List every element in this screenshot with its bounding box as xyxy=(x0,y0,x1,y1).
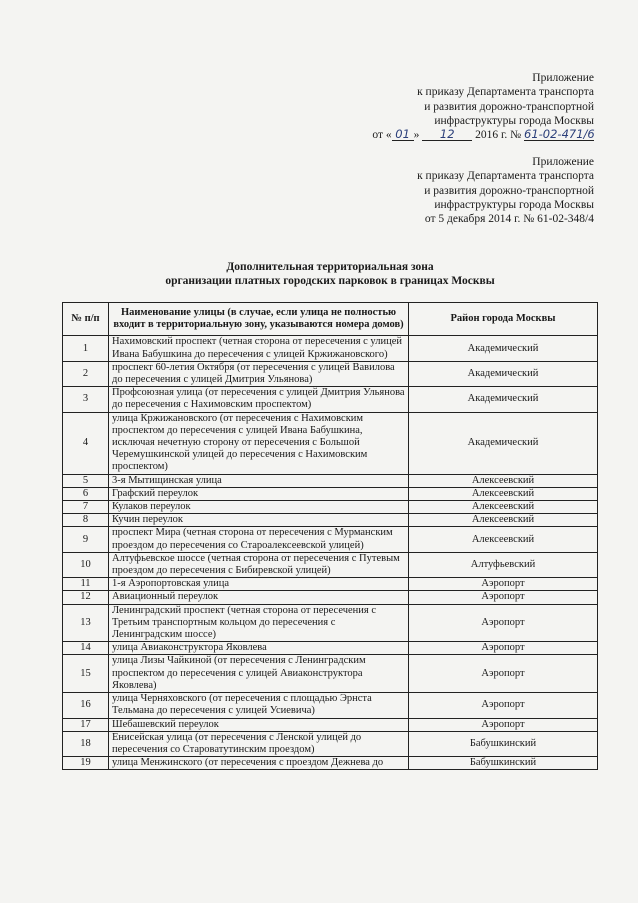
row-number: 12 xyxy=(63,591,109,604)
header-city-line: инфраструктуры города Москвы xyxy=(434,198,594,211)
district-name: Академический xyxy=(409,387,598,412)
row-number: 11 xyxy=(63,578,109,591)
district-name: Алтуфьевский xyxy=(409,552,598,577)
row-number: 3 xyxy=(63,387,109,412)
row-number: 16 xyxy=(63,693,109,718)
street-name: Авиационный переулок xyxy=(109,591,409,604)
header-order-line: к приказу Департамента транспорта xyxy=(417,86,594,99)
handwritten-day: 01 xyxy=(392,128,414,141)
street-name: Алтуфьевское шоссе (четная сторона от пересечения с Путевым проездом до пересечения с Бибиревской улицей) xyxy=(109,552,409,577)
header-department-line: и развития дорожно-транспортной xyxy=(424,184,594,197)
table-row xyxy=(63,642,598,655)
row-number: 6 xyxy=(63,487,109,500)
district-name: Академический xyxy=(409,336,598,361)
table-row xyxy=(63,336,598,361)
street-name: улица Менжинского (от пересечения с проездом Дежнева до xyxy=(109,757,409,770)
street-name: улица Лизы Чайкиной (от пересечения с Ленинградским проспектом до пересечения с улицей Авиаконструктора Яковлева) xyxy=(109,655,409,693)
table-row xyxy=(63,655,598,693)
document-title xyxy=(60,260,600,288)
date-year: 2016 г. № xyxy=(475,129,522,142)
district-name: Алексеевский xyxy=(409,474,598,487)
header-appendix-label: Приложение xyxy=(532,156,594,168)
row-number: 2 xyxy=(63,361,109,386)
table-row xyxy=(63,387,598,412)
street-name: 3-я Мытищинская улица xyxy=(109,474,409,487)
table-header-row xyxy=(63,303,598,336)
row-number: 8 xyxy=(63,514,109,527)
district-name: Аэропорт xyxy=(409,604,598,642)
table-row xyxy=(63,604,598,642)
title-line-1: Дополнительная территориальная зона xyxy=(226,261,434,273)
district-name: Алексеевский xyxy=(409,514,598,527)
table-row xyxy=(63,757,598,770)
handwritten-month: 12 xyxy=(422,128,472,141)
column-header-street: Наименование улицы (в случае, если улица не полностью входит в территориальную зону, указываются номера домов) xyxy=(109,303,409,336)
row-number: 1 xyxy=(63,336,109,361)
approval-header-2016 xyxy=(334,71,594,142)
street-name: 1-я Аэропортовская улица xyxy=(109,578,409,591)
district-name: Бабушкинский xyxy=(409,731,598,756)
district-name: Академический xyxy=(409,361,598,386)
table-row xyxy=(63,731,598,756)
header-appendix-label: Приложение xyxy=(532,72,594,84)
column-header-number: № п/п xyxy=(63,303,109,336)
street-name: проспект 60-летия Октября (от пересечения с улицей Вавилова до пересечения с улицей Дмитрия Ульянова) xyxy=(109,361,409,386)
row-number: 9 xyxy=(63,527,109,552)
street-name: Графский переулок xyxy=(109,487,409,500)
street-name: проспект Мира (четная сторона от пересечения с Мурманским проездом до пересечения со Староалексеевской улицей) xyxy=(109,527,409,552)
table-row xyxy=(63,578,598,591)
row-number: 4 xyxy=(63,412,109,474)
district-name: Алексеевский xyxy=(409,501,598,514)
row-number: 14 xyxy=(63,642,109,655)
row-number: 19 xyxy=(63,757,109,770)
table-row xyxy=(63,514,598,527)
district-name: Аэропорт xyxy=(409,578,598,591)
row-number: 10 xyxy=(63,552,109,577)
table-row xyxy=(63,501,598,514)
row-number: 17 xyxy=(63,718,109,731)
table-row xyxy=(63,591,598,604)
table-row xyxy=(63,527,598,552)
row-number: 18 xyxy=(63,731,109,756)
street-name: Кучин переулок xyxy=(109,514,409,527)
table-row xyxy=(63,487,598,500)
district-name: Аэропорт xyxy=(409,591,598,604)
district-name: Алексеевский xyxy=(409,487,598,500)
street-name: Профсоюзная улица (от пересечения с улицей Дмитрия Ульянова до пересечения с Нахимовским проспектом) xyxy=(109,387,409,412)
street-name: улица Кржижановского (от пересечения с Нахимовским проспектом до пересечения с улицей Ивана Бабушкина, исключая нечетную сторону от пересечения с Большой Черемушкинской улицей до пересечения с Нахимовским проспектом) xyxy=(109,412,409,474)
row-number: 7 xyxy=(63,501,109,514)
parking-zone-table xyxy=(62,302,598,770)
district-name: Аэропорт xyxy=(409,718,598,731)
header-order-line: к приказу Департамента транспорта xyxy=(417,170,594,183)
district-name: Академический xyxy=(409,412,598,474)
street-name: улица Авиаконструктора Яковлева xyxy=(109,642,409,655)
table-row xyxy=(63,474,598,487)
handwritten-order-number: 61-02-471/6 xyxy=(524,127,595,142)
district-name: Аэропорт xyxy=(409,655,598,693)
row-number: 15 xyxy=(63,655,109,693)
date-mid: » xyxy=(413,129,420,142)
title-line-2: организации платных городских парковок в границах Москвы xyxy=(165,275,495,287)
street-name: улица Черняховского (от пересечения с площадью Эрнста Тельмана до пересечения с улицей Усиевича) xyxy=(109,693,409,718)
table-row xyxy=(63,412,598,474)
district-name: Бабушкинский xyxy=(409,757,598,770)
row-number: 13 xyxy=(63,604,109,642)
street-name: Ленинградский проспект (четная сторона от пересечения с Третьим транспортным кольцом до пересечения с Ленинградским шоссе) xyxy=(109,604,409,642)
row-number: 5 xyxy=(63,474,109,487)
district-name: Алексеевский xyxy=(409,527,598,552)
street-name: Нахимовский проспект (четная сторона от пересечения с улицей Ивана Бабушкина до пересечения с улицей Кржижановского) xyxy=(109,336,409,361)
district-name: Аэропорт xyxy=(409,642,598,655)
header-city-line: инфраструктуры города Москвы xyxy=(434,114,594,127)
date-prefix: от « xyxy=(372,129,392,142)
column-header-district: Район города Москвы xyxy=(409,303,598,336)
approval-header-2014 xyxy=(334,155,594,226)
district-name: Аэропорт xyxy=(409,693,598,718)
street-name: Енисейская улица (от пересечения с Ленской улицей до пересечения со Староватутинским проездом) xyxy=(109,731,409,756)
street-name: Шебашевский переулок xyxy=(109,718,409,731)
table-row xyxy=(63,718,598,731)
table-row xyxy=(63,693,598,718)
header-department-line: и развития дорожно-транспортной xyxy=(424,100,594,113)
table-row xyxy=(63,552,598,577)
table-row xyxy=(63,361,598,386)
header-date-line xyxy=(334,128,594,142)
header-date-line: от 5 декабря 2014 г. № 61-02-348/4 xyxy=(424,213,594,226)
street-name: Кулаков переулок xyxy=(109,501,409,514)
